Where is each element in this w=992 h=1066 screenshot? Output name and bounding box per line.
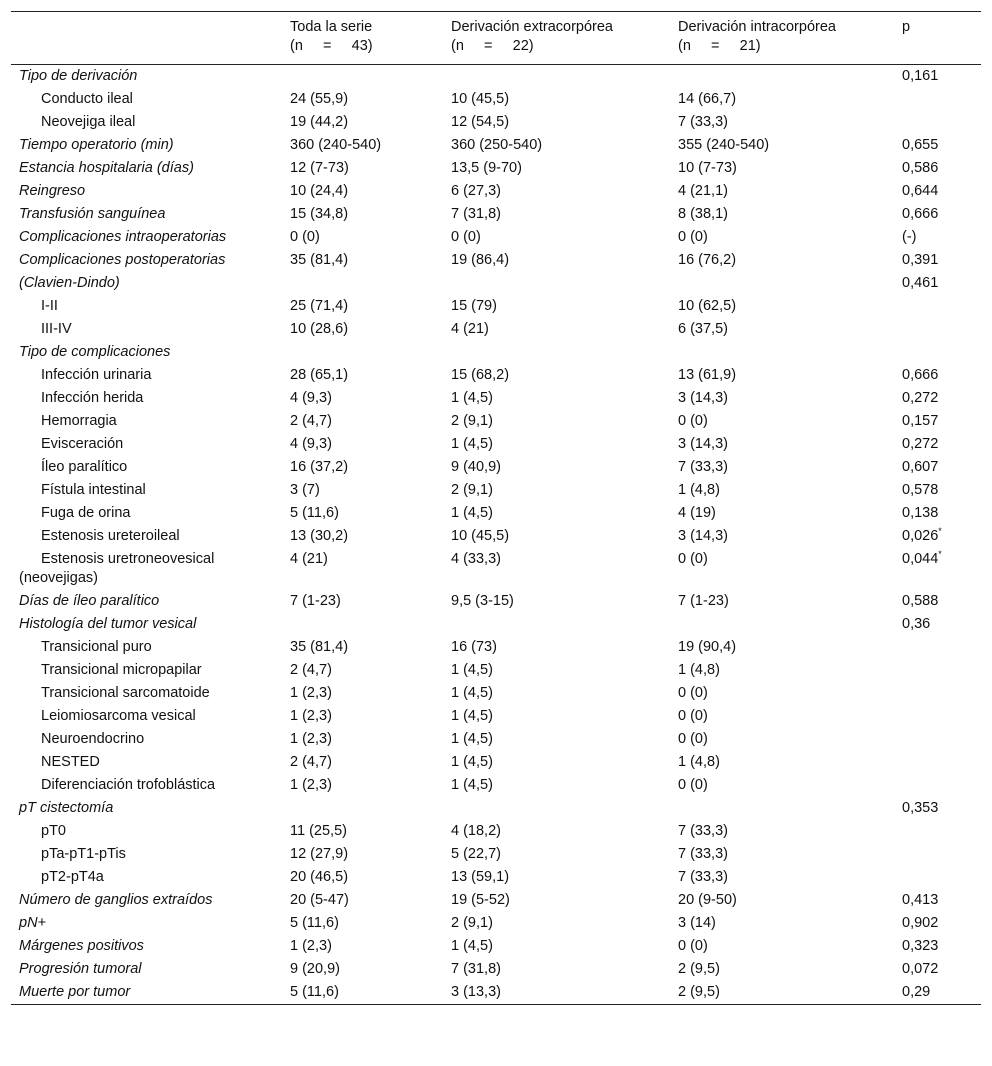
value-cell-c3: 7 (1-23): [678, 593, 729, 609]
p-value-cell: [891, 134, 981, 157]
value-cell-c3: 3 (14,3): [678, 528, 728, 544]
value-cell-c1: 4 (9,3): [290, 390, 332, 406]
row-label: Fuga de orina: [41, 505, 131, 521]
p-value-cell: [891, 341, 981, 364]
value-cell-c3: 2 (9,5): [678, 961, 720, 977]
p-value-cell: [891, 705, 981, 728]
p-value-cell: [891, 479, 981, 502]
table-row: [11, 387, 981, 410]
value-cell-c2: 6 (27,3): [451, 183, 501, 199]
p-value-cell: [891, 613, 981, 636]
p-value: 0,461: [902, 275, 939, 291]
value-cell-c3: 7 (33,3): [678, 459, 728, 475]
p-value-cell: [891, 682, 981, 705]
p-value-cell: [891, 272, 981, 295]
p-value-cell: [891, 958, 981, 981]
value-cell-c2: 1 (4,5): [451, 777, 493, 793]
table-row: [11, 636, 981, 659]
value-cell-c1: [279, 272, 440, 295]
significance-mark: *: [938, 549, 942, 559]
value-cell-c2: 1 (4,5): [451, 731, 493, 747]
table-row: [11, 889, 981, 912]
table-row: [11, 912, 981, 935]
value-cell-c1: 9 (20,9): [290, 961, 340, 977]
row-label: III-IV: [41, 321, 72, 337]
p-value: 0,272: [902, 436, 939, 452]
row-label: Neuroendocrino: [41, 731, 145, 747]
p-value-cell: [891, 843, 981, 866]
value-cell-c3: 1 (4,8): [678, 482, 720, 498]
p-value-cell: [891, 226, 981, 249]
p-value: 0,026: [902, 528, 939, 544]
table-row: [11, 659, 981, 682]
table-row: [11, 590, 981, 613]
row-label: Hemorragia: [41, 413, 117, 429]
value-cell-c1: 15 (34,8): [290, 206, 349, 222]
p-value-cell: [891, 820, 981, 843]
value-cell-c3: 0 (0): [678, 708, 708, 724]
p-value-cell: [891, 889, 981, 912]
row-label: pT0: [41, 823, 66, 839]
value-cell-c1: 20 (5-47): [290, 892, 349, 908]
value-cell-c1: 10 (24,4): [290, 183, 349, 199]
value-cell-c1: 1 (2,3): [290, 685, 332, 701]
p-value: 0,588: [902, 593, 939, 609]
results-table: [11, 11, 981, 1005]
value-cell-c3: [667, 65, 891, 89]
value-cell-c3: 3 (14,3): [678, 436, 728, 452]
value-cell-c1: 10 (28,6): [290, 321, 349, 337]
table-row: [11, 613, 981, 636]
value-cell-c3: 1 (4,8): [678, 662, 720, 678]
p-value-cell: [891, 180, 981, 203]
row-label: Conducto ileal: [41, 91, 133, 107]
row-label: Evisceración: [41, 436, 124, 452]
value-cell-c2: 5 (22,7): [451, 846, 501, 862]
table-row: [11, 774, 981, 797]
row-label: Transicional sarcomatoide: [41, 685, 210, 701]
value-cell-c1: 4 (21): [290, 551, 328, 567]
header-extracorporea: Derivación extracorpórea (n = 22): [451, 19, 613, 54]
table-row: [11, 456, 981, 479]
table-row: [11, 157, 981, 180]
p-value-cell: [891, 65, 981, 89]
row-label: Estenosis ureteroileal: [41, 528, 180, 544]
p-value-cell: [891, 157, 981, 180]
value-cell-c3: 0 (0): [678, 551, 708, 567]
value-cell-c2: [440, 341, 667, 364]
value-cell-c2: 9,5 (3-15): [451, 593, 514, 609]
table-row: [11, 525, 981, 548]
value-cell-c2: 19 (5-52): [451, 892, 510, 908]
value-cell-c1: 1 (2,3): [290, 938, 332, 954]
p-value: 0,353: [902, 800, 939, 816]
p-value: 0,655: [902, 137, 939, 153]
header-intracorporea: Derivación intracorpórea (n = 21): [678, 19, 836, 54]
p-value-cell: [891, 797, 981, 820]
value-cell-c3: 0 (0): [678, 938, 708, 954]
value-cell-c1: 5 (11,6): [290, 505, 339, 521]
value-cell-c3: 13 (61,9): [678, 367, 737, 383]
value-cell-c1: 1 (2,3): [290, 731, 332, 747]
value-cell-c3: 14 (66,7): [678, 91, 737, 107]
p-value-cell: [891, 433, 981, 456]
p-value-cell: [891, 111, 981, 134]
table-row: [11, 958, 981, 981]
p-value-cell: [891, 525, 981, 548]
value-cell-c2: 2 (9,1): [451, 482, 493, 498]
value-cell-c2: 4 (18,2): [451, 823, 501, 839]
value-cell-c3: 1 (4,8): [678, 754, 720, 770]
table-container: [11, 11, 981, 1005]
p-value: (-): [902, 229, 917, 245]
value-cell-c3: [667, 341, 891, 364]
value-cell-c1: [279, 797, 440, 820]
value-cell-c1: 35 (81,4): [290, 252, 349, 268]
p-value: 0,323: [902, 938, 939, 954]
row-label: pN+: [19, 915, 47, 931]
value-cell-c2: 3 (13,3): [451, 984, 501, 1000]
row-label: Tipo de complicaciones: [19, 344, 171, 360]
p-value: 0,391: [902, 252, 939, 268]
p-value: 0,157: [902, 413, 939, 429]
value-cell-c2: 13,5 (9-70): [451, 160, 522, 176]
value-cell-c1: 3 (7): [290, 482, 320, 498]
row-label: Transfusión sanguínea: [19, 206, 166, 222]
p-value: 0,072: [902, 961, 939, 977]
table-row: [11, 433, 981, 456]
table-row: [11, 226, 981, 249]
value-cell-c1: 11 (25,5): [290, 823, 347, 839]
value-cell-c2: 7 (31,8): [451, 206, 501, 222]
p-value-cell: [891, 502, 981, 525]
table-row: [11, 548, 981, 590]
value-cell-c1: 2 (4,7): [290, 413, 332, 429]
row-label: Progresión tumoral: [19, 961, 142, 977]
p-value-cell: [891, 318, 981, 341]
value-cell-c2: 15 (79): [451, 298, 497, 314]
p-value: 0,586: [902, 160, 939, 176]
value-cell-c3: 10 (62,5): [678, 298, 737, 314]
value-cell-c1: 7 (1-23): [290, 593, 341, 609]
row-label: Leiomiosarcoma vesical: [41, 708, 196, 724]
p-value-cell: [891, 456, 981, 479]
value-cell-c2: 16 (73): [451, 639, 497, 655]
row-label: Diferenciación trofoblástica: [41, 777, 216, 793]
p-value: 0,044: [902, 551, 939, 567]
row-label: Tipo de derivación: [19, 68, 138, 84]
value-cell-c1: 25 (71,4): [290, 298, 349, 314]
p-value: 0,644: [902, 183, 939, 199]
significance-mark: *: [938, 526, 942, 536]
p-value: 0,272: [902, 390, 939, 406]
table-row: [11, 751, 981, 774]
row-label: pT2-pT4a: [41, 869, 104, 885]
table-row: [11, 318, 981, 341]
value-cell-c1: [279, 613, 440, 636]
value-cell-c2: [440, 272, 667, 295]
row-label: Días de íleo paralítico: [19, 593, 160, 609]
value-cell-c3: 2 (9,5): [678, 984, 720, 1000]
value-cell-c3: 20 (9-50): [678, 892, 737, 908]
row-label: Histología del tumor vesical: [19, 616, 197, 632]
p-value: 0,666: [902, 367, 939, 383]
value-cell-c3: 0 (0): [678, 229, 708, 245]
p-value-cell: [891, 659, 981, 682]
table-row: [11, 341, 981, 364]
header-p: p: [902, 19, 911, 35]
row-label: NESTED: [41, 754, 100, 770]
value-cell-c2: 1 (4,5): [451, 754, 493, 770]
p-value-cell: [891, 935, 981, 958]
p-value-cell: [891, 751, 981, 774]
table-row: [11, 866, 981, 889]
value-cell-c2: 1 (4,5): [451, 436, 493, 452]
table-row: [11, 180, 981, 203]
table-header: [11, 12, 981, 65]
value-cell-c1: 2 (4,7): [290, 754, 332, 770]
p-value: 0,161: [902, 68, 939, 84]
value-cell-c1: 19 (44,2): [290, 114, 349, 130]
value-cell-c2: 2 (9,1): [451, 413, 493, 429]
value-cell-c1: 2 (4,7): [290, 662, 332, 678]
p-value: 0,29: [902, 984, 931, 1000]
value-cell-c1: 13 (30,2): [290, 528, 349, 544]
table-row: [11, 111, 981, 134]
table-row: [11, 981, 981, 1005]
row-label: Infección herida: [41, 390, 144, 406]
value-cell-c2: 9 (40,9): [451, 459, 501, 475]
value-cell-c3: [667, 272, 891, 295]
table-row: [11, 705, 981, 728]
row-label: Infección urinaria: [41, 367, 152, 383]
value-cell-c1: 360 (240-540): [290, 137, 382, 153]
value-cell-c3: 10 (7-73): [678, 160, 737, 176]
table-row: [11, 295, 981, 318]
value-cell-c2: 7 (31,8): [451, 961, 501, 977]
row-label: Estancia hospitalaria (días): [19, 160, 194, 176]
p-value: 0,607: [902, 459, 939, 475]
row-label: Neovejiga ileal: [41, 114, 136, 130]
value-cell-c2: 15 (68,2): [451, 367, 510, 383]
value-cell-c2: 1 (4,5): [451, 390, 493, 406]
p-value: 0,36: [902, 616, 931, 632]
row-label: Estenosis uretroneovesical (neovejigas): [19, 551, 215, 586]
row-label: Transicional puro: [41, 639, 152, 655]
row-label: Márgenes positivos: [19, 938, 144, 954]
table-row: [11, 88, 981, 111]
table-row: [11, 935, 981, 958]
value-cell-c3: 0 (0): [678, 413, 708, 429]
p-value-cell: [891, 866, 981, 889]
p-value-cell: [891, 590, 981, 613]
value-cell-c3: [667, 797, 891, 820]
value-cell-c3: 3 (14): [678, 915, 716, 931]
value-cell-c2: 1 (4,5): [451, 685, 493, 701]
value-cell-c2: [440, 65, 667, 89]
p-value-cell: [891, 410, 981, 433]
value-cell-c2: 1 (4,5): [451, 662, 493, 678]
value-cell-c2: 1 (4,5): [451, 505, 493, 521]
p-value-cell: [891, 387, 981, 410]
p-value-cell: [891, 636, 981, 659]
value-cell-c1: 12 (27,9): [290, 846, 349, 862]
value-cell-c3: 4 (21,1): [678, 183, 728, 199]
p-value-cell: [891, 981, 981, 1005]
value-cell-c3: 19 (90,4): [678, 639, 737, 655]
value-cell-c1: 5 (11,6): [290, 915, 339, 931]
value-cell-c2: 2 (9,1): [451, 915, 493, 931]
value-cell-c3: 7 (33,3): [678, 114, 728, 130]
p-value: 0,666: [902, 206, 939, 222]
p-value: 0,902: [902, 915, 939, 931]
table-row: [11, 843, 981, 866]
value-cell-c2: 19 (86,4): [451, 252, 510, 268]
table-row: [11, 65, 981, 89]
value-cell-c2: 360 (250-540): [451, 137, 543, 153]
row-label: Muerte por tumor: [19, 984, 131, 1000]
table-row: [11, 479, 981, 502]
value-cell-c2: 10 (45,5): [451, 528, 510, 544]
table-row: [11, 410, 981, 433]
p-value: 0,138: [902, 505, 939, 521]
row-label: I-II: [41, 298, 58, 314]
table-row: [11, 134, 981, 157]
value-cell-c3: 0 (0): [678, 731, 708, 747]
row-label: Fístula intestinal: [41, 482, 146, 498]
p-value: 0,578: [902, 482, 939, 498]
value-cell-c3: 7 (33,3): [678, 869, 728, 885]
table-row: [11, 502, 981, 525]
value-cell-c1: 20 (46,5): [290, 869, 349, 885]
value-cell-c2: 1 (4,5): [451, 938, 493, 954]
p-value-cell: [891, 364, 981, 387]
p-value-cell: [891, 88, 981, 111]
p-value-cell: [891, 295, 981, 318]
row-label: Complicaciones intraoperatorias: [19, 229, 227, 245]
value-cell-c2: 4 (33,3): [451, 551, 501, 567]
value-cell-c3: 7 (33,3): [678, 846, 728, 862]
value-cell-c1: 12 (7-73): [290, 160, 349, 176]
table-row: [11, 820, 981, 843]
value-cell-c1: 4 (9,3): [290, 436, 332, 452]
value-cell-c2: 10 (45,5): [451, 91, 510, 107]
row-label: Número de ganglios extraídos: [19, 892, 213, 908]
value-cell-c3: 4 (19): [678, 505, 716, 521]
value-cell-c3: 0 (0): [678, 777, 708, 793]
value-cell-c1: [279, 341, 440, 364]
header-toda-la-serie: Toda la serie (n = 43): [290, 19, 373, 54]
value-cell-c3: 8 (38,1): [678, 206, 728, 222]
value-cell-c3: 355 (240-540): [678, 137, 770, 153]
row-label: pT cistectomía: [19, 800, 114, 816]
value-cell-c2: [440, 613, 667, 636]
row-label: Reingreso: [19, 183, 86, 199]
value-cell-c3: 3 (14,3): [678, 390, 728, 406]
value-cell-c1: 1 (2,3): [290, 777, 332, 793]
value-cell-c2: 1 (4,5): [451, 708, 493, 724]
value-cell-c3: 16 (76,2): [678, 252, 737, 268]
table-row: [11, 249, 981, 272]
value-cell-c1: [279, 65, 440, 89]
value-cell-c1: 5 (11,6): [290, 984, 339, 1000]
row-label: Tiempo operatorio (min): [19, 137, 174, 153]
value-cell-c3: 6 (37,5): [678, 321, 728, 337]
value-cell-c3: 7 (33,3): [678, 823, 728, 839]
p-value-cell: [891, 249, 981, 272]
p-value-cell: [891, 548, 981, 590]
row-label: Transicional micropapilar: [41, 662, 202, 678]
value-cell-c1: 16 (37,2): [290, 459, 349, 475]
p-value-cell: [891, 912, 981, 935]
value-cell-c2: 0 (0): [451, 229, 481, 245]
row-label: Íleo paralítico: [41, 459, 128, 475]
p-value-cell: [891, 203, 981, 226]
value-cell-c2: 4 (21): [451, 321, 489, 337]
table-row: [11, 272, 981, 295]
value-cell-c2: 13 (59,1): [451, 869, 510, 885]
value-cell-c1: 1 (2,3): [290, 708, 332, 724]
value-cell-c1: 0 (0): [290, 229, 320, 245]
value-cell-c2: [440, 797, 667, 820]
value-cell-c3: [667, 613, 891, 636]
row-label: (Clavien-Dindo): [19, 275, 120, 291]
p-value-cell: [891, 774, 981, 797]
row-label: pTa-pT1-pTis: [41, 846, 126, 862]
p-value-cell: [891, 728, 981, 751]
row-label: Complicaciones postoperatorias: [19, 252, 226, 268]
value-cell-c1: 35 (81,4): [290, 639, 349, 655]
value-cell-c1: 28 (65,1): [290, 367, 349, 383]
p-value: 0,413: [902, 892, 939, 908]
table-body: [11, 65, 981, 1005]
table-row: [11, 797, 981, 820]
header-label-cell: [11, 12, 279, 65]
table-row: [11, 728, 981, 751]
value-cell-c1: 24 (55,9): [290, 91, 349, 107]
value-cell-c2: 12 (54,5): [451, 114, 510, 130]
table-row: [11, 203, 981, 226]
header-row: [11, 12, 981, 65]
value-cell-c3: 0 (0): [678, 685, 708, 701]
table-row: [11, 364, 981, 387]
table-row: [11, 682, 981, 705]
